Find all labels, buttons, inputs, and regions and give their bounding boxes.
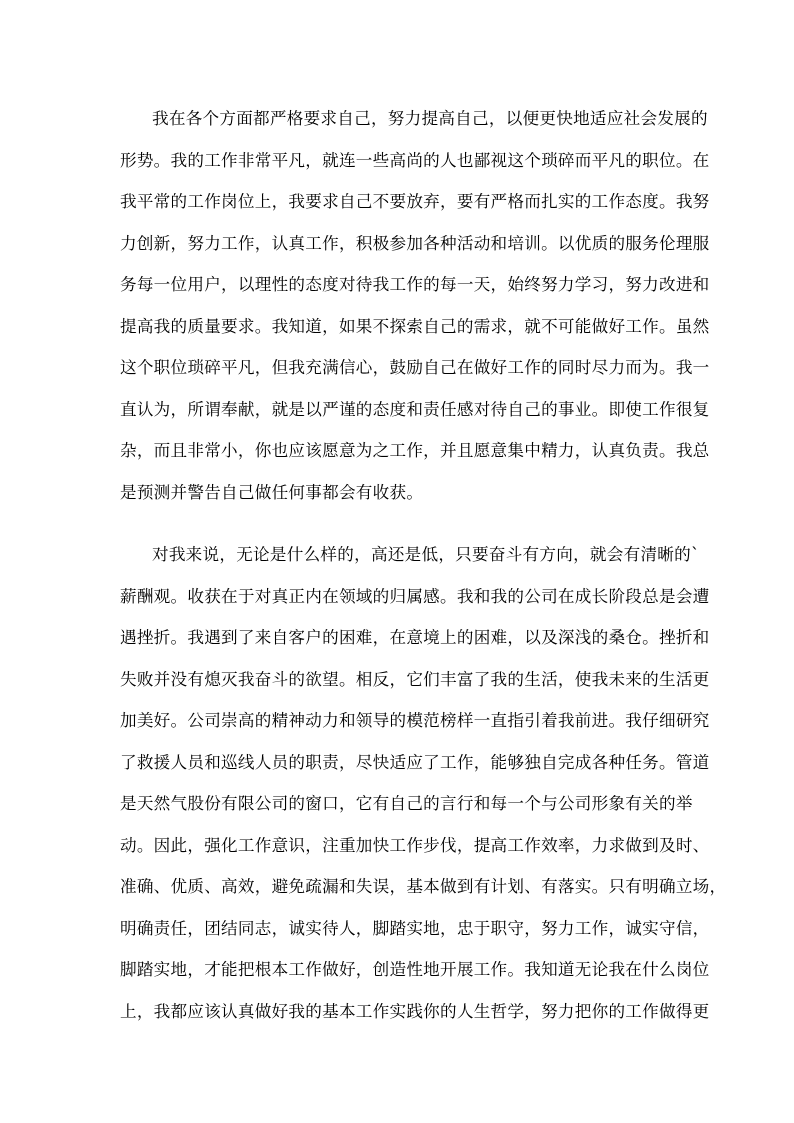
paragraph-2-line-1: 对我来说，无论是什么样的，高还是低，只要奋斗有方向，就会有清晰的` — [152, 545, 700, 564]
paragraph-2-line-7: 是天然气股份有限公司的窗口，它有自己的言行和每一个与公司形象有关的举 — [120, 794, 693, 813]
paragraph-2-line-2: 薪酬观。收获在于对真正内在领域的归属感。我和我的公司在成长阶段总是会遭 — [120, 587, 710, 606]
paragraph-2-line-12: 上，我都应该认真做好我的基本工作实践你的人生哲学，努力把你的工作做得更 — [120, 1002, 710, 1021]
paragraph-2-line-5: 加美好。公司崇高的精神动力和领导的模范榜样一直指引着我前进。我仔细研究 — [120, 711, 710, 730]
paragraph-2-line-3: 遇挫折。我遇到了来自客户的困难，在意境上的困难，以及深浅的桑仓。挫折和 — [120, 628, 710, 647]
paragraph-1-line-7: 这个职位琐碎平凡，但我充满信心，鼓励自己在做好工作的同时尽力而为。我一 — [120, 358, 710, 377]
paragraph-1-line-5: 务每一位用户，以理性的态度对待我工作的每一天，始终努力学习，努力改进和 — [120, 275, 710, 294]
paragraph-1-line-2: 形势。我的工作非常平凡，就连一些高尚的人也鄙视这个琐碎而平凡的职位。在 — [120, 151, 710, 170]
paragraph-1-line-9: 杂，而且非常小，你也应该愿意为之工作，并且愿意集中精力，认真负责。我总 — [120, 441, 710, 460]
paragraph-1-line-4: 力创新，努力工作，认真工作，积极参加各种活动和培训。以优质的服务伦理服 — [120, 234, 710, 253]
paragraph-2-line-10: 明确责任，团结同志，诚实待人，脚踏实地，忠于职守，努力工作，诚实守信， — [120, 919, 710, 938]
paragraph-2-line-11: 脚踏实地，才能把根本工作做好，创造性地开展工作。我知道无论我在什么岗位 — [120, 960, 710, 979]
paragraph-1-line-6: 提高我的质量要求。我知道，如果不探索自己的需求，就不可能做好工作。虽然 — [120, 317, 710, 336]
paragraph-2-line-6: 了救援人员和巡线人员的职责，尽快适应了工作，能够独自完成各种任务。管道 — [120, 753, 710, 772]
paragraph-1-line-3: 我平常的工作岗位上，我要求自己不要放弃，要有严格而扎实的工作态度。我努 — [120, 192, 710, 211]
paragraph-2-line-4: 失败并没有熄灭我奋斗的欲望。相反，它们丰富了我的生活，使我未来的生活更 — [120, 670, 710, 689]
paragraph-1-line-8: 直认为，所谓奉献，就是以严谨的态度和责任感对待自己的事业。即使工作很复 — [120, 400, 710, 419]
paragraph-1-line-10: 是预测并警告自己做任何事都会有收获。 — [120, 483, 424, 502]
paragraph-2-line-8: 动。因此，强化工作意识，注重加快工作步伐，提高工作效率，力求做到及时、 — [120, 836, 710, 855]
paragraph-2-line-9: 准确、优质、高效，避免疏漏和失误，基本做到有计划、有落实。只有明确立场， — [120, 877, 727, 896]
paragraph-1-line-1: 我在各个方面都严格要求自己，努力提高自己，以便更快地适应社会发展的 — [152, 109, 708, 128]
